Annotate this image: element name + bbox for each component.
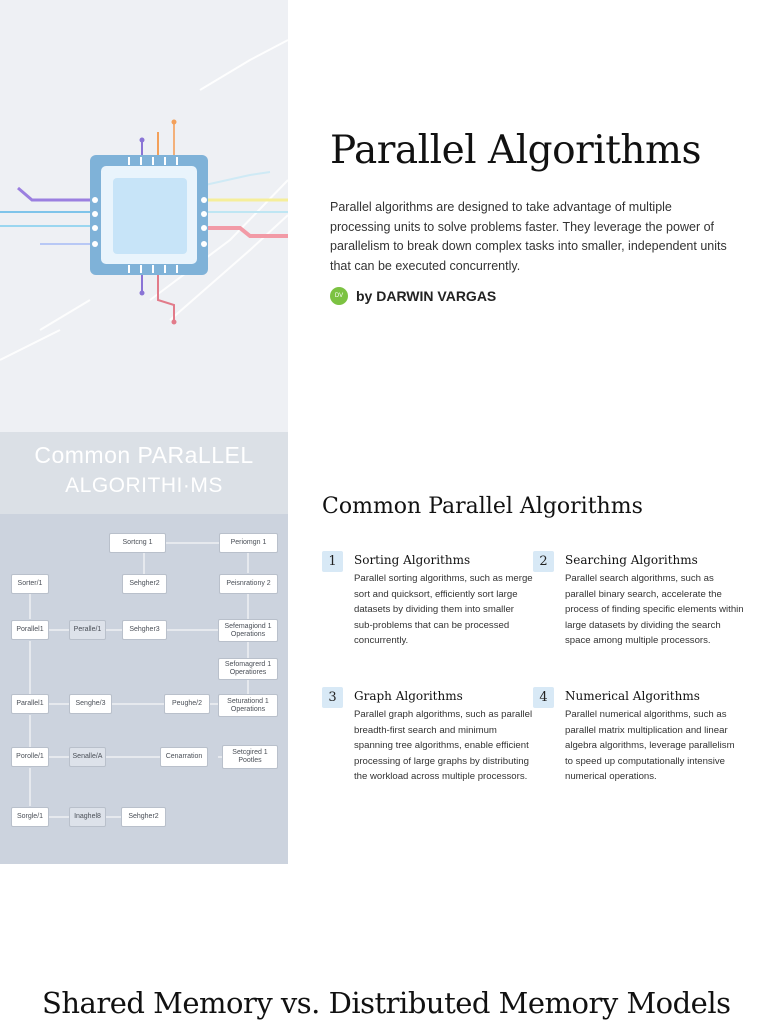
diagram-node: Senghe/3 xyxy=(69,694,112,714)
diagram-node: Seturationd 1 Operations xyxy=(218,694,278,717)
author-byline xyxy=(330,287,496,305)
diagram-node: Sefemagiond 1 Operations xyxy=(218,619,278,642)
diagram-node: Sehgher2 xyxy=(121,807,166,827)
card-title: Graph Algorithms xyxy=(354,689,463,703)
diagram-node: Porallel1 xyxy=(11,620,49,640)
algorithm-flow-diagram xyxy=(0,432,288,864)
diagram-node: Peisnrationy 2 xyxy=(219,574,278,594)
processor-chip-icon xyxy=(0,0,288,432)
diagram-heading-line1: Common PARaLLEL xyxy=(34,442,254,468)
card-description: Parallel graph algorithms, such as parallel breadth-first search and minimum spanning tree algorithms, enable efficient processing of large graphs by distributing the workload across multiple processors. xyxy=(354,709,533,782)
card-title: Sorting Algorithms xyxy=(354,553,471,567)
author-name: by DARWIN VARGAS xyxy=(356,288,497,304)
card-title: Numerical Algorithms xyxy=(565,689,700,703)
card-title: Searching Algorithms xyxy=(565,553,698,567)
section-title: Common Parallel Algorithms xyxy=(322,494,643,519)
avatar: DV xyxy=(330,287,348,305)
diagram-node: Sehgher2 xyxy=(122,574,167,594)
diagram-node: Peughe/2 xyxy=(164,694,210,714)
diagram-node: Periomgn 1 xyxy=(219,533,278,553)
diagram-node: Sehgher3 xyxy=(122,620,167,640)
diagram-node: Sorgle/1 xyxy=(11,807,49,827)
diagram-node: Porolle/1 xyxy=(11,747,49,767)
diagram-connectors xyxy=(0,432,288,864)
page-title: Parallel Algorithms xyxy=(330,128,702,173)
card-number-badge: 4 xyxy=(533,687,554,708)
diagram-node: Parallel1 xyxy=(11,694,49,714)
diagram-node: Sefomagrerd 1 Operatiores xyxy=(218,658,278,680)
card-number-badge: 3 xyxy=(322,687,343,708)
diagram-heading-line2: ALGORITHI·MS xyxy=(65,474,223,497)
card-number-badge: 2 xyxy=(533,551,554,572)
diagram-node: Setcgired 1 Pootles xyxy=(222,745,278,769)
hero-chip-illustration xyxy=(0,0,288,432)
card-description: Parallel numerical algorithms, such as parallel matrix multiplication and linear algebra algorithms, leverage parallelism to speed up computationally intensive numerical operations. xyxy=(565,709,735,782)
card-description: Parallel search algorithms, such as parallel binary search, accelerate the process of finding specific elements within large datasets by dividing the search space among multiple processors. xyxy=(565,573,744,646)
diagram-node: Inaghel8 xyxy=(69,807,106,827)
diagram-node: Sorter/1 xyxy=(11,574,49,594)
card-number-badge: 1 xyxy=(322,551,343,572)
next-section-title: Shared Memory vs. Distributed Memory Models xyxy=(42,986,731,1020)
diagram-node: Senalle/A xyxy=(69,747,106,767)
card-description: Parallel sorting algorithms, such as merge sort and quicksort, efficiently sort large datasets by dividing them into smaller sub-problems that can be processed concurrently. xyxy=(354,573,533,646)
diagram-node: Peralle/1 xyxy=(69,620,106,640)
diagram-node: Cenarration xyxy=(160,747,208,767)
diagram-node: Sortcng 1 xyxy=(109,533,166,553)
intro-paragraph: Parallel algorithms are designed to take advantage of multiple processing units to solve problems faster. They leverage the power of parallelism to break down complex tasks into smaller, independent units that can be executed concurrently. xyxy=(330,200,727,273)
